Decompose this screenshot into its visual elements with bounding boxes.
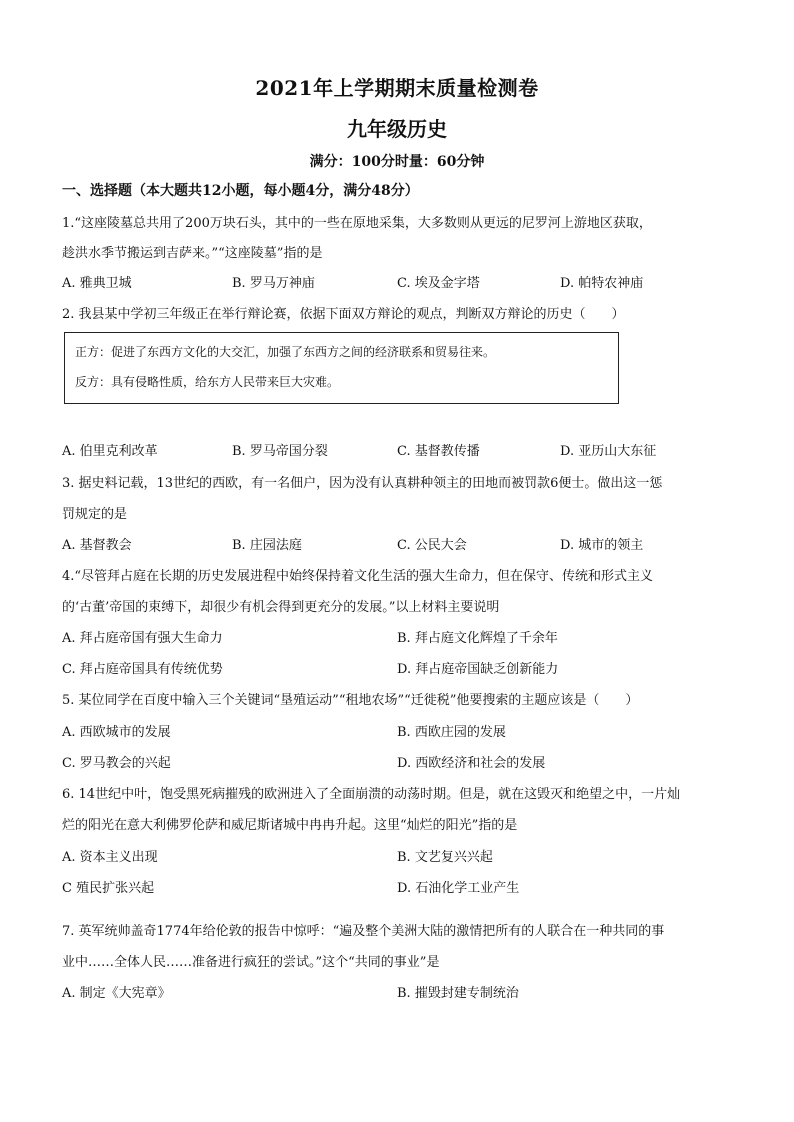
question-4-line-2: 的‘古董’帝国的束缚下，却很少有机会得到更充分的发展。”以上材料主要说明: [62, 600, 500, 615]
question-7-line-1: 7. 英军统帅盖奇1774年给伦敦的报告中惊呼：“遍及整个美洲大陆的激情把所有的人联合在一种共同的事: [62, 924, 665, 939]
debate-pro-view: 正方：促进了东西方文化的大交汇，加强了东西方之间的经济联系和贸易往来。: [75, 345, 496, 359]
question-7-option-b: B. 摧毁封建专制统治: [397, 986, 519, 1001]
question-1-option-c: C. 埃及金字塔: [397, 276, 480, 291]
question-1-line-1: 1.“这座陵墓总共用了200万块石头，其中的一些在原地采集，大多数则从更远的尼罗河上游地区获取，: [62, 216, 652, 231]
question-7-line-2: 业中……全体人民……准备进行疯狂的尝试。”这个“共同的事业”是: [62, 955, 440, 970]
question-1-option-b: B. 罗马万神庙: [232, 276, 315, 291]
question-2-line-1: 2. 我县某中学初三年级正在举行辩论赛，依据下面双方辩论的观点，判断双方辩论的历史（ ）: [62, 307, 625, 322]
question-5-option-c: C. 罗马教会的兴起: [62, 756, 171, 771]
question-6-line-1: 6. 14世纪中叶，饱受黑死病摧残的欧洲进入了全面崩溃的动荡时期。但是，就在这毁灭和绝望之中，一片灿: [62, 787, 681, 802]
question-1-option-a: A. 雅典卫城: [62, 276, 132, 291]
section-title: 一、选择题（本大题共12小题，每小题4分，满分48分）: [62, 183, 419, 199]
question-3-option-b: B. 庄园法庭: [232, 538, 302, 553]
question-4-option-d: D. 拜占庭帝国缺乏创新能力: [397, 662, 559, 677]
question-2-option-c: C. 基督教传播: [397, 444, 480, 459]
debate-con-view: 反方：具有侵略性质，给东方人民带来巨大灾难。: [75, 375, 340, 389]
question-5-option-b: B. 西欧庄园的发展: [397, 725, 506, 740]
question-3-option-a: A. 基督教会: [62, 538, 132, 553]
exam-subject: 九年级历史: [347, 117, 447, 141]
question-4-option-c: C. 拜占庭帝国具有传统优势: [62, 662, 223, 677]
question-2-option-a: A. 伯里克利改革: [62, 444, 158, 459]
question-4-line-1: 4.“尽管拜占庭在长期的历史发展进程中始终保持着文化生活的强大生命力，但在保守、传统和形式主义: [62, 569, 654, 584]
question-6-option-b: B. 文艺复兴兴起: [397, 850, 493, 865]
question-2-option-b: B. 罗马帝国分裂: [232, 444, 328, 459]
question-3-line-1: 3. 据史料记载，13世纪的西欧，有一名佃户，因为没有认真耕种领主的田地而被罚款6便士。做出这一惩: [62, 476, 663, 491]
question-4-option-b: B. 拜占庭文化辉煌了千余年: [397, 631, 558, 646]
exam-title: 2021年上学期期末质量检测卷: [255, 76, 539, 100]
question-6-option-c: C 殖民扩张兴起: [62, 881, 155, 896]
question-3-option-c: C. 公民大会: [397, 538, 467, 553]
question-1-option-d: D. 帕特农神庙: [560, 276, 644, 291]
question-5-option-d: D. 西欧经济和社会的发展: [397, 756, 546, 771]
question-1-line-2: 趁洪水季节搬运到吉萨来。”“这座陵墓”指的是: [62, 246, 323, 261]
question-6-option-a: A. 资本主义出现: [62, 850, 158, 865]
debate-viewpoints-box: [64, 332, 619, 404]
question-6-line-2: 烂的阳光在意大利佛罗伦萨和威尼斯诸城中冉冉升起。这里“灿烂的阳光”指的是: [62, 818, 518, 833]
question-5-option-a: A. 西欧城市的发展: [62, 725, 171, 740]
question-7-option-a: A. 制定《大宪章》: [62, 986, 171, 1001]
question-4-option-a: A. 拜占庭帝国有强大生命力: [62, 631, 223, 646]
question-2-option-d: D. 亚历山大东征: [560, 444, 657, 459]
question-3-line-2: 罚规定的是: [62, 507, 128, 522]
score-time-line: 满分：100分时量：60分钟: [309, 154, 485, 170]
question-5-line-1: 5. 某位同学在百度中输入三个关键词“垦殖运动”“租地农场”“迁徙税”他要搜索的主题应该是（ ）: [62, 693, 639, 708]
question-3-option-d: D. 城市的领主: [560, 538, 644, 553]
question-6-option-d: D. 石油化学工业产生: [397, 881, 520, 896]
